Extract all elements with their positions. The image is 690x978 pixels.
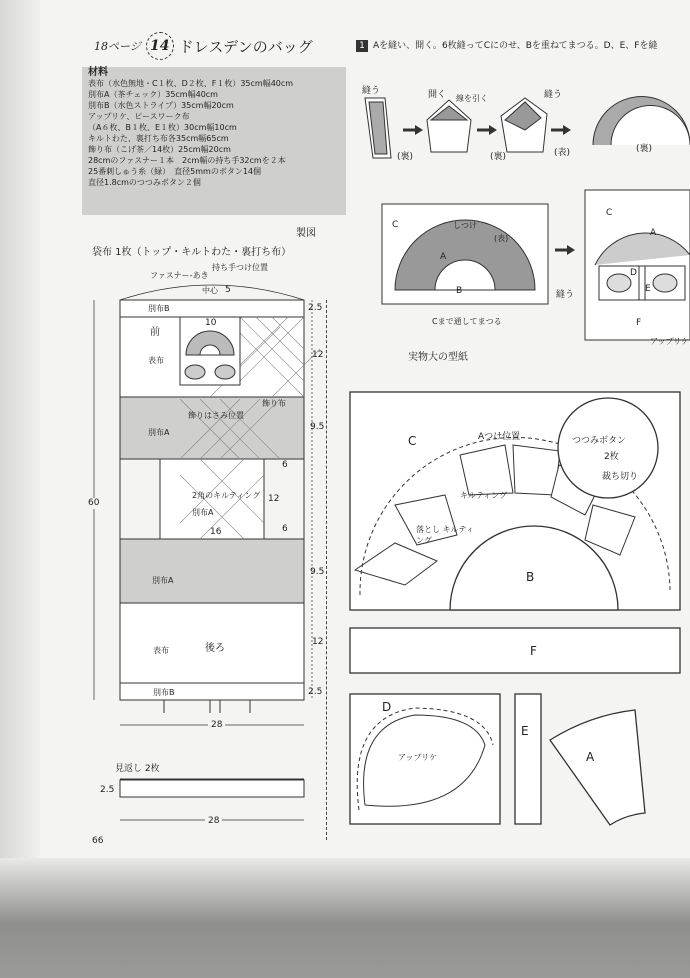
step-1 [356, 40, 657, 52]
dim-6a: 6 [282, 460, 288, 470]
piece-a-letter: A [586, 750, 595, 764]
label-nuu: 縫う [362, 86, 381, 96]
materials-box [82, 67, 346, 215]
dim-10: 10 [205, 318, 217, 328]
label-hiraku: 開く [428, 90, 447, 100]
zipper-opening-label: ファスナー-あき [150, 271, 209, 280]
drafting-heading: 製図 [296, 228, 316, 239]
label-nuu-3: 縫う [556, 290, 575, 300]
label-front: 前 [150, 327, 160, 338]
material-line: 表布（水色無地・C１枚、D２枚、F１枚）35cm幅40cm [88, 79, 294, 88]
label-band-b-bottom: 別布B [153, 688, 175, 697]
dim-9-5b: 9.5 [310, 567, 325, 577]
materials-heading: 材料 [88, 67, 108, 78]
title-text: ドレスデンのバッグ [178, 37, 313, 56]
diagram-letter-a: A [440, 252, 447, 262]
label-applique-d: アップリケ [398, 753, 437, 762]
label-ura-2: (裏) [490, 152, 507, 162]
piece-b-letter: B [526, 570, 535, 584]
label-qty: 2枚 [604, 452, 619, 462]
label-back: 後ろ [205, 643, 225, 654]
actual-size-heading: 実物大の型紙 [408, 352, 468, 363]
covered-button-circle [558, 398, 658, 498]
actual-size-patterns [345, 385, 690, 835]
dim-28-facing: 28 [205, 816, 222, 827]
piece-d-letter: D [382, 700, 392, 714]
page-reference: 18ページ [94, 40, 141, 53]
step-number: 1 [356, 40, 368, 52]
dim-5: 5 [225, 285, 231, 295]
facing-strip [120, 780, 304, 797]
piece-a [550, 710, 645, 825]
label-band-a-2: 別布A [192, 508, 214, 517]
label-matsuru: Cまで通してまつる [432, 317, 502, 326]
label-omote-front: 表布 [148, 356, 164, 365]
page-gutter-shadow [0, 0, 40, 978]
label-band-a-3: 別布A [152, 576, 174, 585]
band-a-bottom [120, 539, 304, 603]
material-line: 飾り布（こげ茶／14枚）25cm幅20cm [88, 145, 231, 154]
label-covered-button: つつみボタン [572, 436, 627, 446]
dim-12b: 12 [268, 494, 280, 504]
dashed-divider [326, 300, 327, 840]
piece-e-letter: E [521, 724, 529, 738]
label-deco-position: 飾りはさみ位置 [188, 411, 244, 420]
page-number: 66 [92, 836, 104, 846]
dim-9-5a: 9.5 [310, 422, 325, 432]
label-ura: (裏) [397, 152, 414, 162]
diagram-letter-a-2: A [650, 228, 657, 238]
piece-c-letter: C [408, 434, 417, 448]
dim-2-5-bottom: 2.5 [308, 687, 323, 697]
dim-16: 16 [210, 527, 222, 537]
material-line: 25番刺しゅう糸（緑） 直径5mmのボタン14個 [88, 167, 262, 176]
pattern-subtitle: 袋布 1枚（トップ・キルトわた・裏打ち布） [92, 247, 292, 258]
label-nuu-2: 縫う [544, 90, 563, 100]
diagram-letter-c-2: C [606, 208, 613, 218]
label-omote-back: 表布 [153, 646, 169, 655]
diagram-letter-c: C [392, 220, 399, 230]
label-quilting: 2角のキルティング [192, 491, 261, 500]
material-line: 別布B（水色ストライプ）35cm幅20cm [88, 101, 234, 110]
label-cut: 裁ち切り [602, 472, 639, 482]
label-omote-2: (表) [494, 234, 509, 243]
diagram-letter-d: D [630, 268, 637, 278]
bag-pattern-drawing [80, 255, 330, 835]
center-label: 中心 [202, 286, 218, 295]
material-line: （A６枚、B１枚、E１枚）30cm幅10cm [88, 123, 237, 132]
piece-e [515, 694, 541, 824]
pattern-number: 14 [146, 32, 174, 60]
label-omote: (表) [554, 148, 571, 158]
label-applique: アップリケ [650, 337, 689, 346]
dim-12a: 12 [312, 350, 324, 360]
dim-2-5-top: 2.5 [308, 303, 323, 313]
step-diagrams [355, 70, 690, 360]
dim-2-5-facing: 2.5 [100, 785, 115, 795]
dim-60: 60 [88, 498, 100, 508]
pattern-title [94, 32, 313, 60]
scan-bottom-shadow [0, 858, 690, 978]
diagram-letter-e: E [645, 284, 651, 294]
label-line: 線を引く [456, 94, 488, 103]
handle-position-label: 持ち手つけ位置 [212, 263, 268, 272]
dim-28: 28 [208, 720, 225, 731]
facing-label: 見返し 2枚 [115, 764, 160, 774]
label-shitsuke: しつけ [453, 221, 477, 230]
step-text: Aを縫い、開く。6枚縫ってCにのせ、Bを重ねてまつる。D、E、Fを縫 [373, 40, 658, 51]
piece-f [350, 628, 680, 673]
label-band-a-1: 別布A [148, 428, 170, 437]
material-line: 直径1.8cmのつつみボタン２個 [88, 178, 201, 187]
material-line: 28cmのファスナー１本 2cm幅の持ち手32cmを２本 [88, 156, 286, 165]
label-ura-3: (裏) [636, 144, 653, 154]
material-line: キルトわた、裏打ち布各35cm幅65cm [88, 134, 229, 143]
label-quilting-c: キルティング [460, 491, 508, 500]
label-kazari: 飾り布 [262, 399, 286, 408]
label-a-attach: Aつけ位置 [478, 432, 521, 442]
diagram-letter-b: B [456, 286, 463, 296]
dim-12c: 12 [312, 637, 324, 647]
material-line: アップリケ、ピースワーク布 [88, 112, 190, 121]
material-line: 別布A（茶チェック）35cm幅40cm [88, 90, 218, 99]
label-drop-quilting: 落とし キルティング [416, 525, 474, 545]
label-band-b-top: 別布B [148, 304, 170, 313]
diagram-letter-f: F [636, 318, 642, 328]
piece-f-letter: F [530, 644, 537, 658]
band-b-bottom [120, 683, 304, 700]
dim-6b: 6 [282, 524, 288, 534]
